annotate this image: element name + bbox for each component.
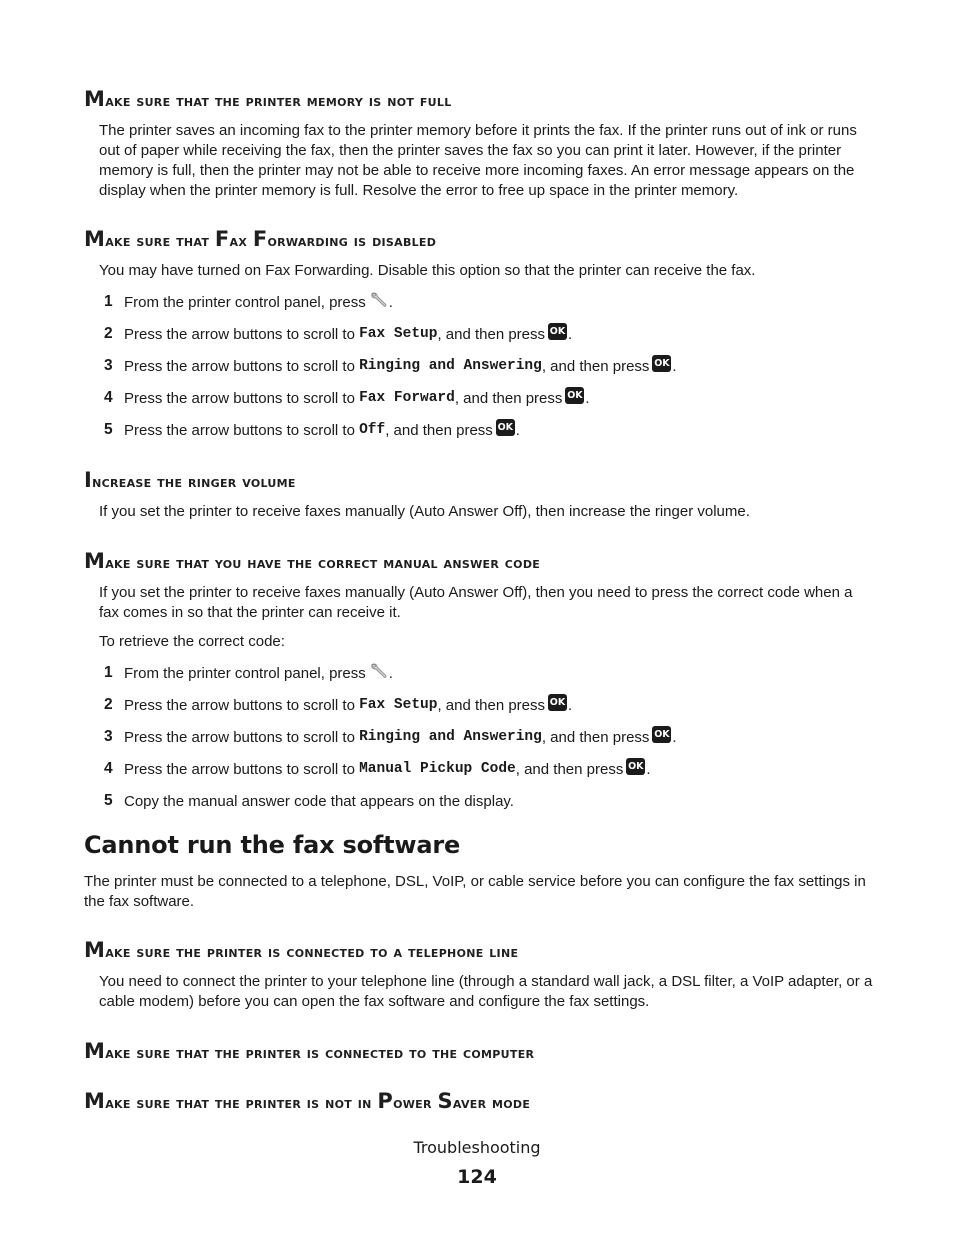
menu-option-code: Fax Forward bbox=[359, 390, 455, 406]
section-heading-connected-computer: Make sure that the printer is connected to the computer bbox=[84, 1039, 535, 1063]
step-number: 3 bbox=[104, 728, 113, 745]
ok-button-icon: OK bbox=[565, 387, 584, 404]
ok-button-icon: OK bbox=[548, 694, 567, 711]
step-number: 3 bbox=[104, 357, 113, 374]
step-text: Press the arrow buttons to scroll to bbox=[124, 421, 360, 439]
main-heading: Cannot run the fax software bbox=[84, 831, 461, 859]
section-body-retrieve-code: To retrieve the correct code: bbox=[99, 633, 285, 650]
step-text: From the printer control panel, press bbox=[124, 293, 366, 311]
menu-option-code: Ringing and Answering bbox=[359, 729, 542, 745]
ok-button-icon: OK bbox=[626, 758, 645, 775]
step-item bbox=[99, 419, 520, 441]
step-text-cont: , and then press bbox=[385, 421, 493, 439]
step-text: Press the arrow buttons to scroll to bbox=[124, 389, 360, 407]
section-body-memory-full: The printer saves an incoming fax to the printer memory before it prints the fax. If the printer runs out of ink or runs out of paper while receiving the fax, then the printer saves the fax so you can print it later. However, if the printer memory is full, then the printer may not be able to receive more incoming faxes. An error message appears on the display when the printer memory is full. Resolve the error to free up space in the printer memory. bbox=[99, 122, 857, 199]
section-heading-telephone-line: Make sure the printer is connected to a telephone line bbox=[84, 938, 519, 962]
step-number: 1 bbox=[104, 293, 113, 310]
section-body-ringer-volume: If you set the printer to receive faxes manually (Auto Answer Off), then increase the ringer volume. bbox=[99, 503, 750, 520]
wrench-icon bbox=[369, 662, 389, 680]
step-punct: . bbox=[585, 389, 590, 407]
menu-option-code: Off bbox=[359, 422, 386, 438]
section-heading-power-saver: Make sure that the printer is not in Power Saver mode bbox=[84, 1089, 531, 1113]
step-item bbox=[99, 291, 393, 313]
step-text: From the printer control panel, press bbox=[124, 664, 366, 682]
section-heading-memory-full: Make sure that the printer memory is not full bbox=[84, 87, 452, 111]
step-number: 1 bbox=[104, 664, 113, 681]
footer-section-title: Troubleshooting bbox=[413, 1138, 541, 1157]
step-punct: . bbox=[672, 728, 677, 746]
page-number: 124 bbox=[457, 1166, 497, 1188]
step-punct: . bbox=[672, 357, 677, 375]
step-punct: . bbox=[388, 293, 393, 311]
step-item bbox=[99, 387, 590, 409]
step-text: Copy the manual answer code that appears on the display. bbox=[124, 792, 514, 810]
step-item bbox=[99, 726, 677, 748]
step-number: 5 bbox=[104, 792, 113, 809]
step-punct: . bbox=[646, 760, 651, 778]
section-heading-fax-forwarding: Make sure that Fax Forwarding is disabled bbox=[84, 227, 437, 251]
step-text-cont: , and then press bbox=[541, 357, 650, 375]
ok-button-icon: OK bbox=[652, 355, 671, 372]
ok-button-icon: OK bbox=[652, 726, 671, 743]
section-heading-manual-answer-code: Make sure that you have the correct manual answer code bbox=[84, 549, 541, 573]
step-item bbox=[99, 694, 572, 716]
step-text: Press the arrow buttons to scroll to bbox=[124, 728, 360, 746]
step-punct: . bbox=[568, 696, 573, 714]
menu-option-code: Fax Setup bbox=[359, 326, 438, 342]
step-number: 4 bbox=[104, 389, 113, 406]
step-item bbox=[99, 790, 514, 812]
ok-button-icon: OK bbox=[496, 419, 515, 436]
step-text: Press the arrow buttons to scroll to bbox=[124, 760, 360, 778]
step-text: Press the arrow buttons to scroll to bbox=[124, 696, 360, 714]
menu-option-code: Fax Setup bbox=[359, 697, 438, 713]
step-item bbox=[99, 323, 572, 345]
section-body-telephone-line: You need to connect the printer to your telephone line (through a standard wall jack, a DSL filter, a VoIP adapter, or a cable modem) before you can open the fax software and configure the fax settings. bbox=[99, 973, 873, 1010]
step-number: 2 bbox=[104, 696, 113, 713]
step-number: 2 bbox=[104, 325, 113, 342]
step-text-cont: , and then press bbox=[541, 728, 650, 746]
section-body-manual-answer-code: If you set the printer to receive faxes manually (Auto Answer Off), then you need to press the correct code when a fax comes in so that the printer can receive it. bbox=[99, 584, 853, 621]
step-item bbox=[99, 758, 651, 780]
step-text-cont: , and then press bbox=[437, 696, 546, 714]
menu-option-code: Ringing and Answering bbox=[359, 358, 542, 374]
step-punct: . bbox=[568, 325, 573, 343]
step-punct: . bbox=[515, 421, 520, 439]
step-number: 5 bbox=[104, 421, 113, 438]
step-text: Press the arrow buttons to scroll to bbox=[124, 325, 360, 343]
step-text-cont: , and then press bbox=[515, 760, 624, 778]
wrench-icon bbox=[369, 291, 389, 309]
step-text-cont: , and then press bbox=[437, 325, 546, 343]
ok-button-icon: OK bbox=[548, 323, 567, 340]
step-number: 4 bbox=[104, 760, 113, 777]
section-heading-ringer-volume: Increase the ringer volume bbox=[84, 468, 296, 492]
section-body-fax-forwarding: You may have turned on Fax Forwarding. Disable this option so that the printer can receive the fax. bbox=[99, 262, 756, 279]
step-text: Press the arrow buttons to scroll to bbox=[124, 357, 360, 375]
step-item bbox=[99, 355, 677, 377]
step-text-cont: , and then press bbox=[454, 389, 563, 407]
main-body: The printer must be connected to a telephone, DSL, VoIP, or cable service before you can configure the fax settings in the fax software. bbox=[84, 873, 866, 910]
step-item bbox=[99, 662, 393, 684]
menu-option-code: Manual Pickup Code bbox=[359, 761, 516, 777]
step-punct: . bbox=[388, 664, 393, 682]
